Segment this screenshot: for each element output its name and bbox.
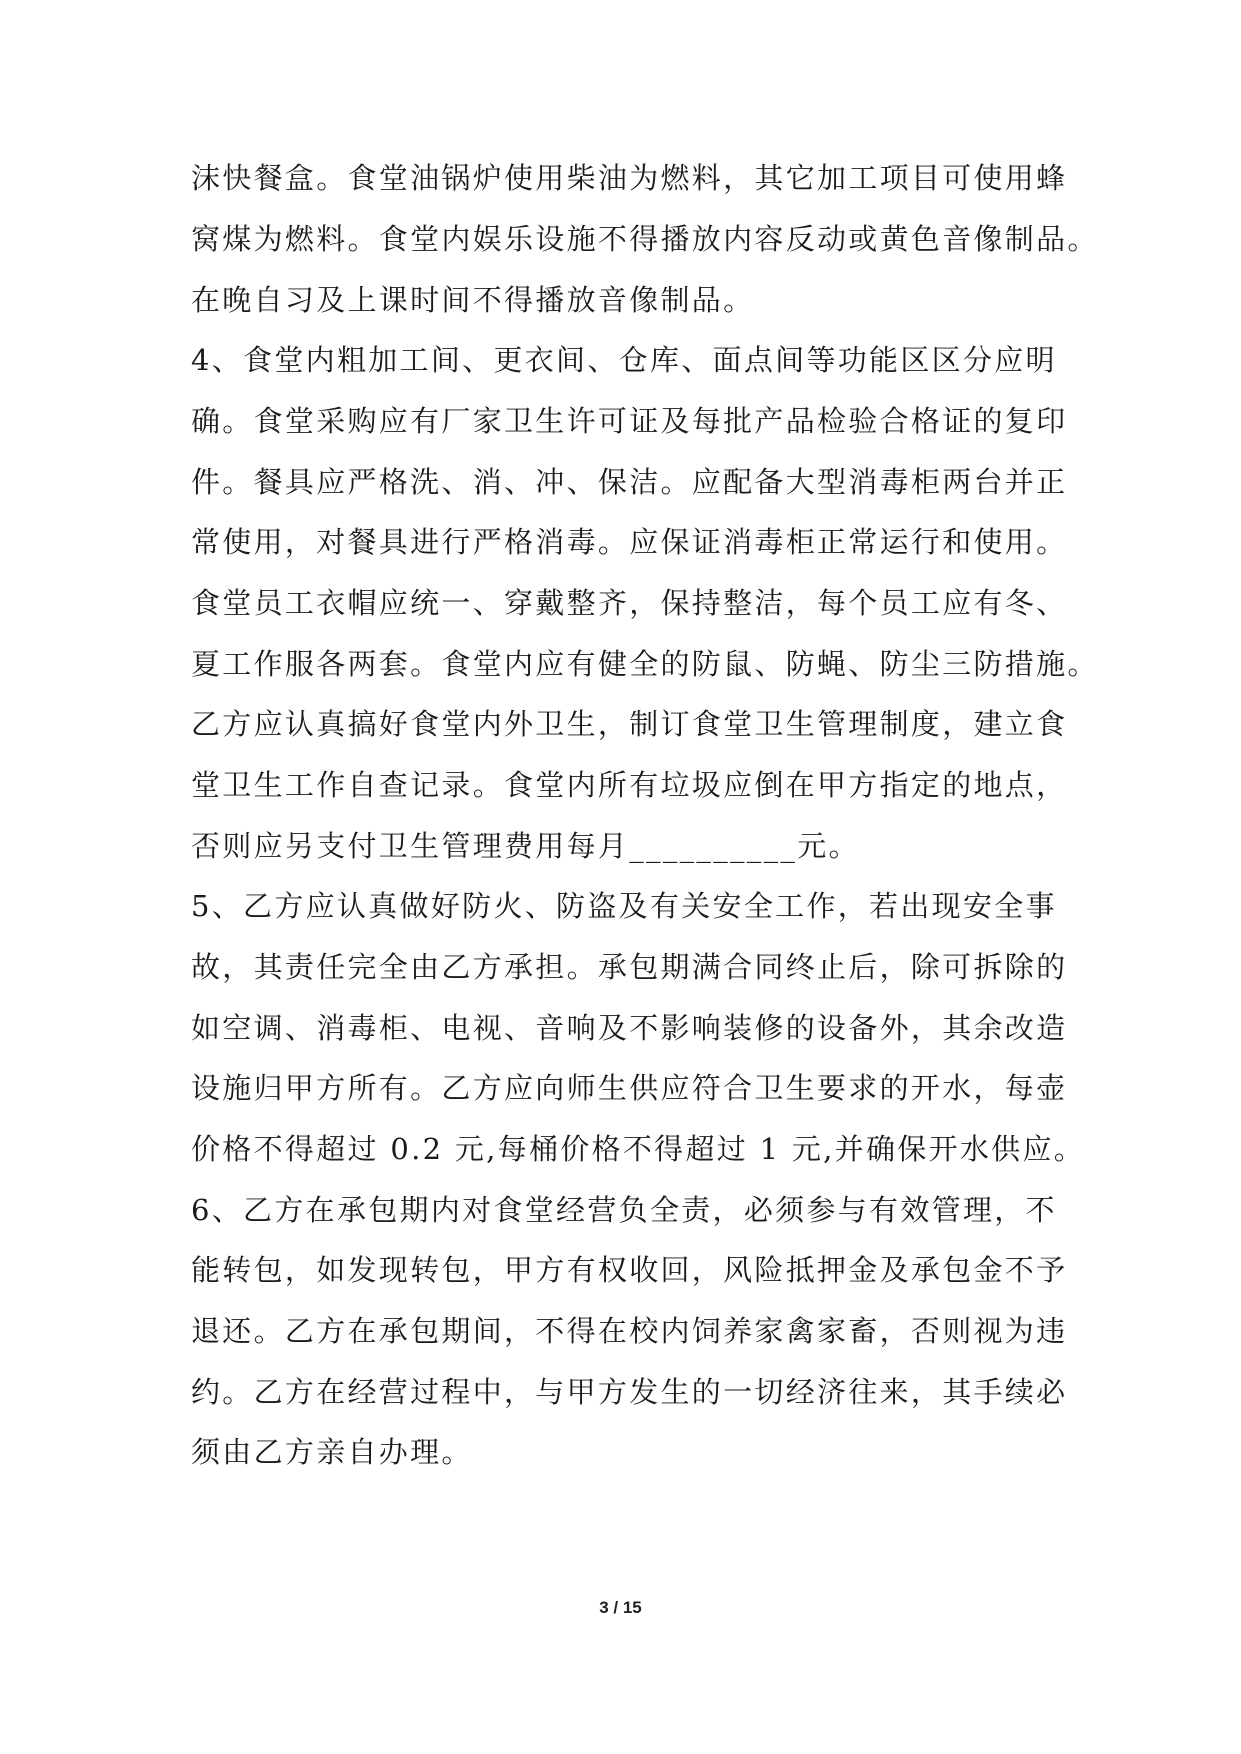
text-line: 退还。乙方在承包期间，不得在校内饲养家禽家畜，否则视为违 (191, 1314, 1068, 1348)
text-line: 否则应另支付卫生管理费用每月__________元。 (191, 829, 860, 863)
text-line: 能转包，如发现转包，甲方有权收回，风险抵押金及承包金不予 (191, 1253, 1068, 1287)
text-line: 确。食堂采购应有厂家卫生许可证及每批产品检验合格证的复印 (191, 404, 1068, 438)
text-line: 窝煤为燃料。食堂内娱乐设施不得播放内容反动或黄色音像制品。 (191, 222, 1099, 256)
text-line: 食堂员工衣帽应统一、穿戴整齐，保持整洁，每个员工应有冬、 (191, 586, 1068, 620)
text-line: 须由乙方亲自办理。 (191, 1435, 473, 1469)
text-line: 如空调、消毒柜、电视、音响及不影响装修的设备外，其余改造 (191, 1011, 1068, 1045)
paragraph-start-line: 4、食堂内粗加工间、更衣间、仓库、面点间等功能区区分应明 (191, 343, 1057, 377)
text-line: 在晚自习及上课时间不得播放音像制品。 (191, 283, 755, 317)
text-line: 价格不得超过 0.2 元,每桶价格不得超过 1 元,并确保开水供应。 (191, 1132, 1086, 1166)
text-line: 件。餐具应严格洗、消、冲、保洁。应配备大型消毒柜两台并正 (191, 465, 1068, 499)
text-line: 设施归甲方所有。乙方应向师生供应符合卫生要求的开水，每壶 (191, 1071, 1068, 1105)
paragraph-start-line: 5、乙方应认真做好防火、防盗及有关安全工作，若出现安全事 (191, 889, 1057, 923)
paragraph-start-line: 6、乙方在承包期内对食堂经营负全责，必须参与有效管理，不 (191, 1193, 1057, 1227)
text-line: 约。乙方在经营过程中，与甲方发生的一切经济往来，其手续必 (191, 1375, 1068, 1409)
text-line: 故，其责任完全由乙方承担。承包期满合同终止后，除可拆除的 (191, 950, 1068, 984)
text-line: 夏工作服各两套。食堂内应有健全的防鼠、防蝇、防尘三防措施。 (191, 647, 1099, 681)
text-line: 常使用，对餐具进行严格消毒。应保证消毒柜正常运行和使用。 (191, 525, 1068, 559)
text-line: 堂卫生工作自查记录。食堂内所有垃圾应倒在甲方指定的地点， (191, 768, 1068, 802)
text-line: 沫快餐盒。食堂油锅炉使用柴油为燃料，其它加工项目可使用蜂 (191, 161, 1068, 195)
text-line: 乙方应认真搞好食堂内外卫生，制订食堂卫生管理制度，建立食 (191, 707, 1068, 741)
page-number: 3 / 15 (599, 1598, 642, 1617)
